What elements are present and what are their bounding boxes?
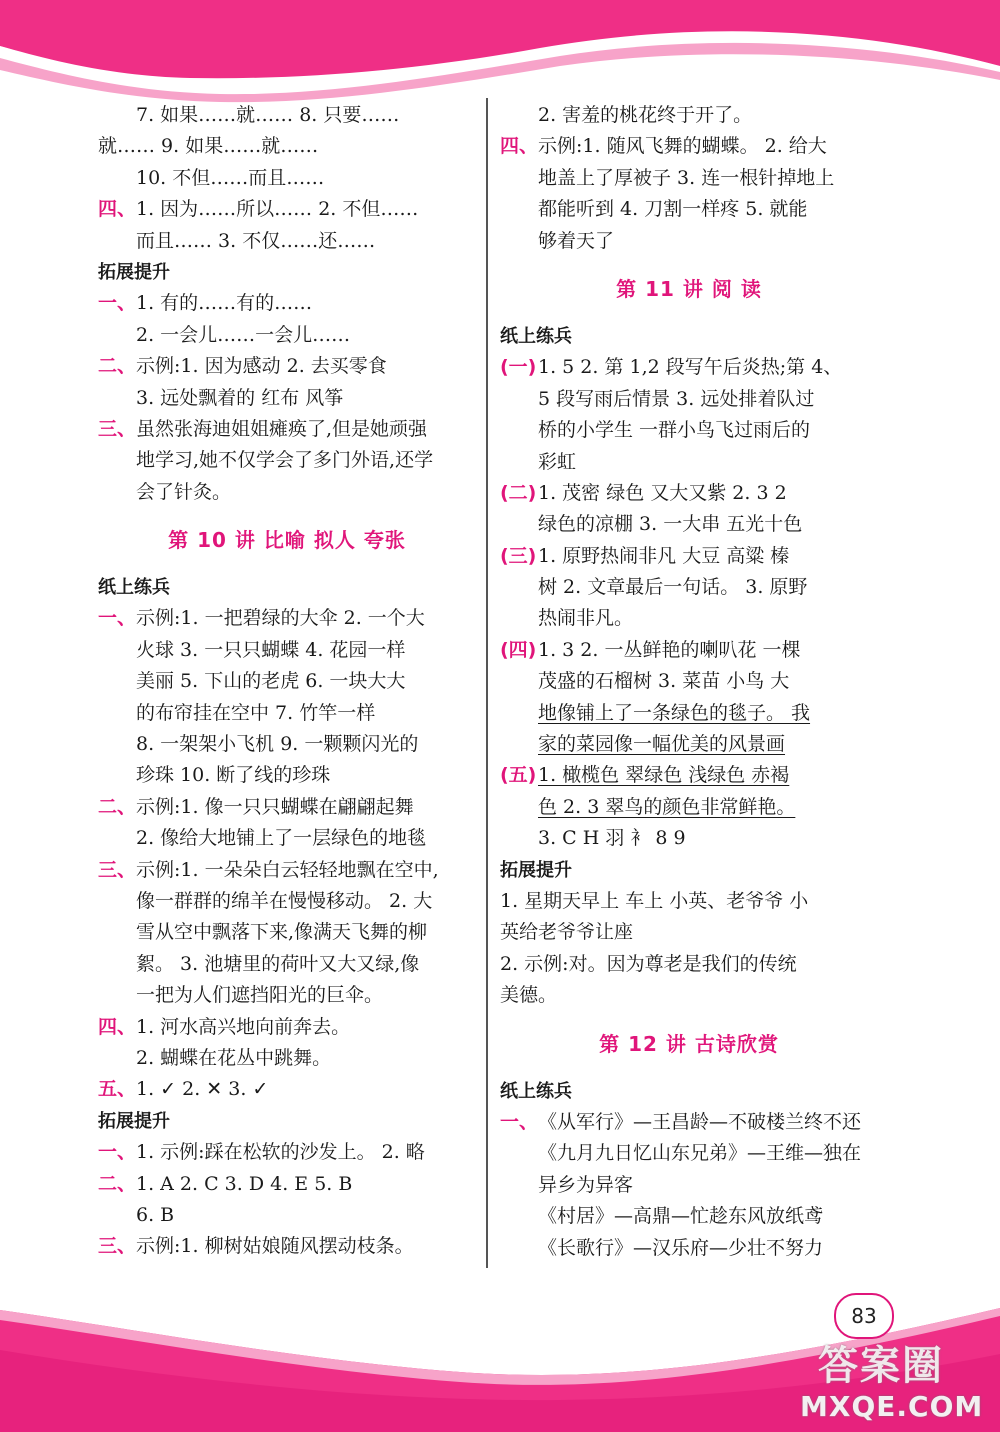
answer-line: 一、 示例:1. 一把碧绿的大伞 2. 一个大 [98, 603, 476, 634]
answer-line: 的布帘挂在空中 7. 竹竿一样 [136, 701, 376, 724]
item-marker: 三、 [98, 417, 137, 440]
item-marker: 三、 [98, 1235, 137, 1258]
item-marker: 五、 [98, 1078, 137, 1101]
answer-line: 彩虹 [538, 450, 577, 473]
answer-line-underlined: 地像铺上了一条绿色的毯子。 我 [538, 701, 811, 724]
answer-line: 异乡为异客 [538, 1173, 634, 1196]
lesson-title: 第 10 讲 比喻 拟人 夸张 [168, 528, 406, 553]
left-column [98, 100, 476, 1263]
answer-line-underlined: (五) 1. 橄榄色 翠绿色 浅绿色 赤褐 [500, 760, 878, 791]
answer-line: 三、 示例:1. 柳树姑娘随风摆动枝条。 [98, 1231, 476, 1262]
answer-line: 8. 一架架小飞机 9. 一颗颗闪光的 [136, 733, 419, 756]
answer-line: 绿色的凉棚 3. 一大串 五光十色 [538, 513, 803, 536]
lesson-title: 第 11 讲 阅 读 [616, 276, 762, 301]
answer-line: (三) 1. 原野热闹非凡 大豆 高粱 榛 [500, 541, 878, 572]
answer-line: 三、 示例:1. 一朵朵白云轻轻地飘在空中, [98, 855, 476, 886]
page-number: 83 [834, 1293, 894, 1339]
answer-line: 四、 1. 因为……所以…… 2. 不但…… [98, 194, 476, 225]
section-heading: 纸上练兵 [98, 577, 170, 599]
answer-line: 像一群群的绵羊在慢慢移动。 2. 大 [136, 889, 433, 912]
item-marker: 四、 [98, 198, 137, 221]
answer-line: 树 2. 文章最后一句话。 3. 原野 [538, 576, 808, 599]
item-marker: (二) [500, 481, 537, 504]
item-marker: 二、 [98, 1172, 137, 1195]
watermark-site-text: MXQE.COM [800, 1390, 984, 1423]
answer-line: 10. 不但……而且…… [136, 166, 325, 189]
item-marker: (三) [500, 544, 537, 567]
answer-line: 3. C H 羽 衤 8 9 [538, 827, 686, 850]
answer-line: 3. 远处飘着的 红布 风筝 [136, 386, 344, 409]
answer-line: 就…… 9. 如果……就…… [98, 135, 319, 158]
answer-line: 《九月九日忆山东兄弟》—王维—独在 [538, 1142, 862, 1165]
answer-line: 二、 1. A 2. C 3. D 4. E 5. B [98, 1169, 476, 1200]
answer-line: 2. 害羞的桃花终于开了。 [538, 104, 753, 126]
answer-line: 都能听到 4. 刀割一样疼 5. 就能 [538, 198, 808, 221]
item-marker: 二、 [98, 355, 137, 378]
item-marker: 四、 [98, 1015, 137, 1038]
answer-line: 雪从空中飘落下来,像满天飞舞的柳 [136, 921, 428, 944]
answer-line: 5 段写雨后情景 3. 远处排着队过 [538, 387, 815, 410]
section-heading: 拓展提升 [98, 1110, 170, 1132]
watermark-logo-text: 答案圈 [818, 1343, 944, 1389]
answer-line: 火球 3. 一只只蝴蝶 4. 花园一样 [136, 638, 406, 661]
answer-line: 一、 1. 示例:踩在松软的沙发上。 2. 略 [98, 1137, 476, 1168]
watermark-logo [790, 1334, 990, 1430]
answer-line: 茂盛的石榴树 3. 菜苗 小鸟 大 [538, 670, 790, 693]
section-heading: 拓展提升 [98, 261, 170, 283]
answer-line: 会了针灸。 [136, 480, 232, 503]
answer-line: 五、 1. ✓ 2. ✕ 3. ✓ [98, 1074, 476, 1105]
answer-line: 三、 虽然张海迪姐姐瘫痪了,但是她顽强 [98, 414, 476, 445]
answer-line: 二、 示例:1. 像一只只蝴蝶在翩翩起舞 [98, 792, 476, 823]
answer-line-underlined: 家的菜园像一幅优美的风景画 [538, 733, 786, 756]
item-marker: 一、 [500, 1110, 539, 1133]
item-marker: 二、 [98, 795, 137, 818]
answer-line: 四、 示例:1. 随风飞舞的蝴蝶。 2. 给大 [500, 131, 878, 162]
item-marker: (四) [500, 638, 537, 661]
answer-line: 珍珠 10. 断了线的珍珠 [136, 764, 331, 787]
item-marker: 三、 [98, 858, 137, 881]
item-marker: 一、 [98, 292, 137, 315]
section-heading: 拓展提升 [500, 859, 572, 881]
answer-line: 7. 如果……就…… 8. 只要…… [136, 104, 400, 126]
item-marker: 一、 [98, 1141, 137, 1164]
answer-line: 美德。 [500, 984, 558, 1007]
column-divider [486, 98, 488, 1268]
answer-line: 热闹非凡。 [538, 607, 634, 630]
answer-line: 桥的小学生 一群小鸟飞过雨后的 [538, 419, 811, 442]
answer-line: 6. B [136, 1203, 175, 1226]
top-decorative-band [0, 0, 1000, 110]
answer-line: 地盖上了厚被子 3. 连一根针掉地上 [538, 166, 835, 189]
answer-line: 2. 像给大地铺上了一层绿色的地毯 [136, 827, 427, 850]
item-marker: (一) [500, 356, 537, 379]
answer-line-underlined: 色 2. 3 翠鸟的颜色非常鲜艳。 [538, 795, 796, 818]
item-marker: 四、 [500, 135, 539, 158]
answer-line: (四) 1. 3 2. 一丛鲜艳的喇叭花 一棵 [500, 635, 878, 666]
answer-line: 絮。 3. 池塘里的荷叶又大又绿,像 [136, 952, 420, 975]
section-heading: 纸上练兵 [500, 1080, 572, 1102]
answer-line: 而且…… 3. 不仅……还…… [136, 229, 376, 252]
answer-line: (二) 1. 茂密 绿色 又大又紫 2. 3 2 [500, 478, 878, 509]
answer-line: (一) 1. 5 2. 第 1,2 段写午后炎热;第 4、 [500, 352, 878, 383]
answer-line: 美丽 5. 下山的老虎 6. 一块大大 [136, 670, 406, 693]
answer-line: 英给老爷爷让座 [500, 921, 634, 944]
answer-line: 四、 1. 河水高兴地向前奔去。 [98, 1012, 476, 1043]
answer-line: 一、 1. 有的……有的…… [98, 288, 476, 319]
answer-line: 二、 示例:1. 因为感动 2. 去买零食 [98, 351, 476, 382]
answer-line: 1. 星期天早上 车上 小英、老爷爷 小 [500, 889, 809, 912]
answer-line: 2. 蝴蝶在花丛中跳舞。 [136, 1046, 332, 1069]
item-marker: (五) [500, 764, 537, 787]
answer-line: 《村居》—高鼎—忙趁东风放纸鸢 [538, 1205, 824, 1228]
answer-line: 地学习,她不仅学会了多门外语,还学 [136, 449, 434, 472]
item-marker: 一、 [98, 607, 137, 630]
answer-line: 《长歌行》—汉乐府—少壮不努力 [538, 1236, 824, 1259]
answer-line: 一、 《从军行》—王昌龄—不破楼兰终不还 [500, 1107, 878, 1138]
right-column [500, 100, 878, 1264]
section-heading: 纸上练兵 [500, 325, 572, 347]
lesson-title: 第 12 讲 古诗欣赏 [599, 1031, 779, 1056]
answer-line: 一把为人们遮挡阳光的巨伞。 [136, 984, 384, 1007]
answer-line: 够着天了 [538, 229, 615, 252]
answer-line: 2. 一会儿……一会儿…… [136, 323, 351, 346]
answer-line: 2. 示例:对。因为尊老是我们的传统 [500, 952, 797, 975]
